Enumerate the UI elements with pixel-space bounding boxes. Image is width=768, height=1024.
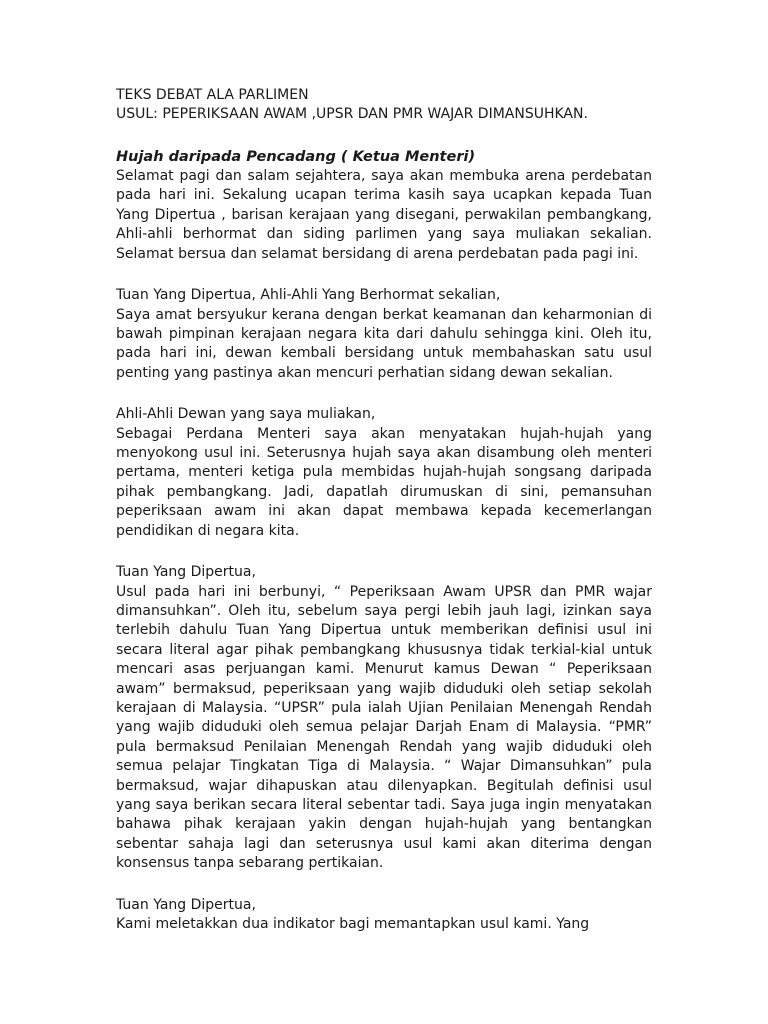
paragraph-salutation: Ahli-Ahli Dewan yang saya muliakan, [116,406,376,423]
paragraph-4 [116,896,652,935]
paragraph-3 [116,563,652,874]
paragraph-text: Selamat pagi dan salam sejahtera, saya akan membuka arena perdebatan pada hari ini. Sekalung ucapan terima kasih saya ucapkan kepada Tuan Yang Dipertua , barisan kerajaan yang disegani, perwakilan pembangkang, Ahli-ahli berhormat dan siding parlimen yang saya muliakan sekalian. Selamat bersua dan selamat bersidang di arena perdebatan pada pagi ini. [116,168,652,262]
paragraph-text: Kami meletakkan dua indikator bagi memantapkan usul kami. Yang [116,916,590,933]
paragraph-salutation: Tuan Yang Dipertua, [116,564,256,581]
document-title: TEKS DEBAT ALA PARLIMEN [116,87,309,103]
paragraph-text: Sebagai Perdana Menteri saya akan menyatakan hujah-hujah yang menyokong usul ini. Seterusnya hujah saya akan disambung oleh menteri pertama, menteri ketiga pula membidas hujah-hujah songsang daripada pihak pembangkang. Jadi, dapatlah dirumuskan di sini, pemansuhan peperiksaan awam ini akan dapat membawa kepada kecemerlangan pendidikan di negara kita. [116,425,652,539]
paragraph-2 [116,405,652,541]
paragraph-salutation: Tuan Yang Dipertua, Ahli-Ahli Yang Berhormat sekalian, [116,287,501,304]
paragraph-text: Saya amat bersyukur kerana dengan berkat keamanan dan keharmonian di bawah pimpinan kerajaan negara kita dari dahulu sehingga kini. Oleh itu, pada hari ini, dewan kembali bersidang untuk membahaskan satu usul penting yang pastinya akan mencuri perhatian sidang dewan sekalian. [116,306,652,381]
document-page [116,86,652,957]
section-title: Hujah daripada Pencadang ( Ketua Menteri) [116,149,476,165]
intro-paragraph [116,167,652,264]
paragraph-1 [116,286,652,383]
motion-statement: USUL: PEPERIKSAAN AWAM ,UPSR DAN PMR WAJAR DIMANSUHKAN. [116,106,588,122]
paragraph-salutation: Tuan Yang Dipertua, [116,896,256,913]
paragraph-text: Usul pada hari ini berbunyi, “ Peperiksaan Awam UPSR dan PMR wajar dimansuhkan”. Oleh itu, sebelum saya pergi lebih jauh lagi, izinkan saya terlebih dahulu Tuan Yang Dipertua untuk memberikan definisi usul ini secara literal agar pihak pembangkang khususnya tidak terkial-kial untuk mencari asas perjuangan kami. Menurut kamus Dewan “ Peperiksaan awam” bermaksud, peperiksaan yang wajib diduduki oleh setiap sekolah kerajaan di Malaysia. “UPSR” pula ialah Ujian Penilaian Menengah Rendah yang wajib diduduki oleh semua pelajar Darjah Enam di Malaysia. “PMR” pula bermaksud Penilaian Menengah Rendah yang wajib diduduki oleh semua pelajar Tingkatan Tiga di Malaysia. “ Wajar Dimansuhkan” pula bermaksud, wajar dihapuskan atau dilenyapkan. Begitulah definisi usul yang saya berikan secara literal sebentar tadi. Saya juga ingin menyatakan bahawa pihak kerajaan yakin dengan hujah-hujah yang bentangkan sebentar sahaja lagi dan seterusnya usul kami akan diterima dengan konsensus tanpa sebarang pertikaian. [116,583,652,872]
